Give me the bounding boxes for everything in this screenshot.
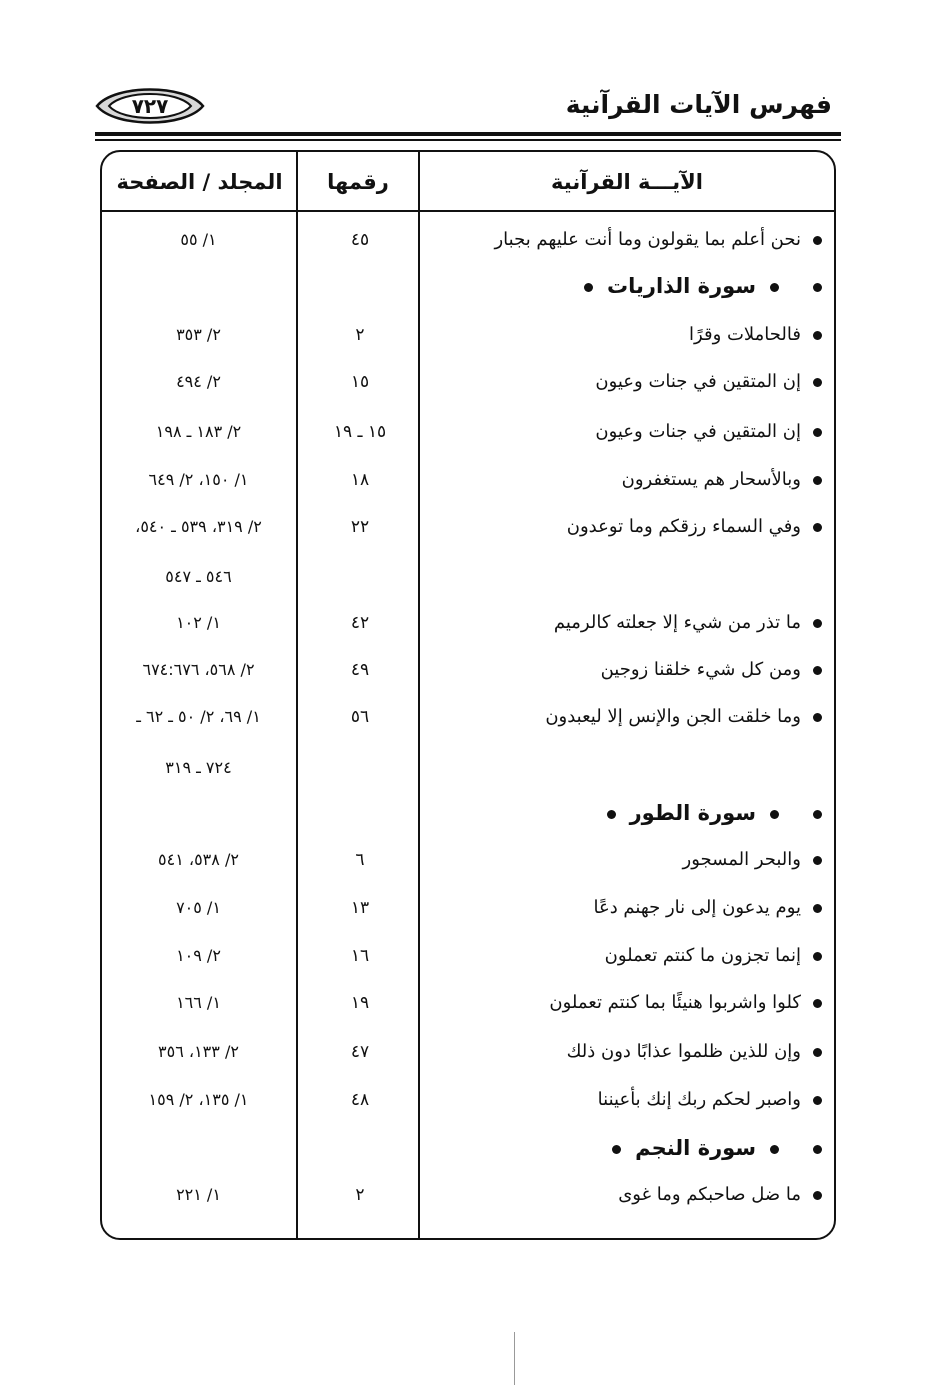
verse-cell <box>422 840 822 880</box>
verse-number-cell: ١٩ <box>350 993 370 1013</box>
volume-page-cell: ١/ ٦٩، ٢/ ٥٠ ـ ٦٢ ـ <box>136 707 261 726</box>
volume-page-cell: ١/ ١٦٦ <box>176 993 221 1012</box>
column-header-reference: المجلد / الصفحة <box>116 170 283 194</box>
verse-cell <box>422 460 822 500</box>
verse-number-cell <box>300 266 420 306</box>
volume-page-cell <box>102 793 295 833</box>
verse-number-cell <box>300 1128 420 1168</box>
bullet-icon <box>813 236 822 245</box>
bullet-icon <box>612 1145 621 1154</box>
verse-number-cell: ٢ <box>355 1185 365 1205</box>
bullet-icon <box>813 523 822 532</box>
verse-cell <box>422 220 822 260</box>
surah-heading-row <box>100 793 836 833</box>
bullet-icon <box>813 952 822 961</box>
bullet-icon <box>813 904 822 913</box>
table-row <box>100 1080 836 1120</box>
surah-title-group <box>598 1128 793 1168</box>
verse-number-cell: ١٥ <box>350 372 370 392</box>
table-row <box>100 460 836 500</box>
table-row <box>100 888 836 928</box>
verse-text: واصبر لحكم ربك إنك بأعيننا <box>597 1089 801 1110</box>
verse-text: إن المتقين في جنات وعيون <box>595 371 801 392</box>
verse-text: يوم يدعون إلى نار جهنم دعًا <box>593 897 801 918</box>
column-header-verse: الآيـــة القرآنية <box>551 170 703 194</box>
page-header <box>95 82 840 132</box>
volume-page-cell: ١/ ٧٠٥ <box>176 898 221 917</box>
surah-cell <box>422 266 822 306</box>
verse-cell <box>422 315 822 355</box>
verse-number-cell: ٤٥ <box>350 230 370 250</box>
verse-cell <box>422 936 822 976</box>
bullet-icon <box>813 476 822 485</box>
volume-page-cell <box>102 266 295 306</box>
volume-page-cell: ٢/ ٥٦٨، ٦٧٤:٦٧٦ <box>142 660 255 679</box>
verse-cell <box>422 362 822 402</box>
verse-text: إن المتقين في جنات وعيون <box>595 421 801 442</box>
surah-title: سورة الذاريات <box>607 274 756 298</box>
verse-number-cell: ٥٦ <box>350 707 370 727</box>
page-number-badge <box>95 82 205 130</box>
verse-cell <box>422 1175 822 1215</box>
bullet-icon <box>607 810 616 819</box>
bullet-icon <box>813 1191 822 1200</box>
verse-text: كلوا واشربوا هنيئًا بما كنتم تعملون <box>549 992 801 1013</box>
verse-cell <box>422 697 822 737</box>
verse-text: والبحر المسجور <box>682 849 801 870</box>
bullet-icon <box>584 283 593 292</box>
header-rule-thick <box>95 132 841 136</box>
verse-cell <box>422 983 822 1023</box>
page-number: ٧٢٧ <box>131 94 169 118</box>
verse-cell <box>422 888 822 928</box>
column-divider-verse <box>418 150 420 1240</box>
bullet-icon <box>813 999 822 1008</box>
table-row <box>100 315 836 355</box>
volume-page-cell: ٢/ ١٨٣ ـ ١٩٨ <box>155 422 242 441</box>
verse-number-cell: ٢٢ <box>350 517 370 537</box>
verse-cell <box>422 650 822 690</box>
bullet-icon <box>813 428 822 437</box>
bullet-icon <box>813 619 822 628</box>
volume-page-cell: ٢/ ١٣٣، ٣٥٦ <box>158 1042 239 1061</box>
bullet-icon <box>813 1048 822 1057</box>
surah-cell <box>422 793 822 833</box>
scan-artifact-line <box>514 1332 515 1385</box>
page-title: فهرس الآيات القرآنية <box>565 90 832 119</box>
volume-page-cell: ١/ ٥٥ <box>180 230 217 249</box>
verse-number-cell <box>300 793 420 833</box>
verse-number-cell: ٤٨ <box>350 1090 370 1110</box>
volume-page-cell: ١/ ٢٢١ <box>176 1185 221 1204</box>
bullet-icon <box>770 283 779 292</box>
header-rule-thin <box>95 139 841 141</box>
surah-heading-row <box>100 266 836 306</box>
bullet-icon <box>770 810 779 819</box>
table-row <box>100 1175 836 1215</box>
column-divider-number <box>296 150 298 1240</box>
header-row-divider <box>101 210 835 212</box>
bullet-icon <box>813 666 822 675</box>
volume-page-cell: ٢/ ١٠٩ <box>176 946 221 965</box>
verse-text: وبالأسحار هم يستغفرون <box>621 469 801 490</box>
bullet-icon <box>813 1145 822 1154</box>
verse-number-cell: ٤٩ <box>350 660 370 680</box>
volume-page-cell: ١/ ١٠٢ <box>176 613 221 632</box>
surah-title-group <box>570 266 793 306</box>
volume-page-cell: ١/ ١٣٥، ٢/ ١٥٩ <box>148 1090 249 1109</box>
table-row <box>100 1032 836 1072</box>
bullet-icon <box>813 283 822 292</box>
verse-number-cell: ١٦ <box>350 946 370 966</box>
bullet-icon <box>813 378 822 387</box>
verse-text: وإن للذين ظلموا عذابًا دون ذلك <box>566 1041 801 1062</box>
verse-number-cell <box>300 748 420 788</box>
verse-text: ما تذر من شيء إلا جعلته كالرميم <box>553 612 801 633</box>
bullet-icon <box>813 856 822 865</box>
bullet-icon <box>813 1096 822 1105</box>
verse-number-cell: ٤٧ <box>350 1042 370 1062</box>
verse-text: ومن كل شيء خلقنا زوجين <box>600 659 801 680</box>
volume-page-cell <box>102 1128 295 1168</box>
table-row <box>100 936 836 976</box>
bullet-icon <box>813 331 822 340</box>
verse-text: إنما تجزون ما كنتم تعملون <box>604 945 801 966</box>
verse-cell <box>422 1032 822 1072</box>
verse-text: نحن أعلم بما يقولون وما أنت عليهم بجبار <box>494 229 801 250</box>
volume-page-cell: ٢/ ٣١٩، ٥٣٩ ـ ٥٤٠، <box>135 517 262 536</box>
verse-number-cell <box>300 557 420 597</box>
bullet-icon <box>813 713 822 722</box>
surah-title-group <box>593 793 793 833</box>
surah-title: سورة الطور <box>629 801 756 825</box>
table-row <box>100 697 836 737</box>
index-table-frame <box>100 150 836 1240</box>
table-row <box>100 748 836 788</box>
table-row <box>100 220 836 260</box>
volume-page-cell: ٢/ ٤٩٤ <box>176 372 221 391</box>
verse-number-cell: ٤٢ <box>350 613 370 633</box>
volume-page-cell: ٢/ ٥٣٨، ٥٤١ <box>158 850 239 869</box>
verse-text: فالحاملات وقرًا <box>689 324 801 345</box>
table-row <box>100 507 836 547</box>
volume-page-cell: ٥٤٦ ـ ٥٤٧ <box>165 567 232 586</box>
verse-text: وفي السماء رزقكم وما توعدون <box>566 516 801 537</box>
table-row <box>100 557 836 597</box>
table-row <box>100 412 836 452</box>
verse-number-cell: ١٣ <box>350 898 370 918</box>
table-row <box>100 362 836 402</box>
table-row <box>100 650 836 690</box>
verse-text: ما ضل صاحبكم وما غوى <box>618 1184 801 1205</box>
surah-cell <box>422 1128 822 1168</box>
verse-text: وما خلقت الجن والإنس إلا ليعبدون <box>545 706 801 727</box>
table-row <box>100 983 836 1023</box>
surah-heading-row <box>100 1128 836 1168</box>
volume-page-cell: ٧٢٤ ـ ٣١٩ <box>165 758 232 777</box>
verse-number-cell: ١٨ <box>350 470 370 490</box>
volume-page-cell: ١/ ١٥٠، ٢/ ٦٤٩ <box>148 470 249 489</box>
surah-title: سورة النجم <box>635 1136 756 1160</box>
volume-page-cell: ٢/ ٣٥٣ <box>176 325 221 344</box>
table-row <box>100 603 836 643</box>
column-header-number: رقمها <box>327 170 389 194</box>
bullet-icon <box>813 810 822 819</box>
verse-cell <box>422 412 822 452</box>
table-row <box>100 840 836 880</box>
verse-number-cell: ٦ <box>355 850 365 870</box>
verse-number-cell: ١٥ ـ ١٩ <box>333 422 387 442</box>
bullet-icon <box>770 1145 779 1154</box>
verse-cell <box>422 507 822 547</box>
verse-cell <box>422 603 822 643</box>
verse-number-cell: ٢ <box>355 325 365 345</box>
verse-cell <box>422 1080 822 1120</box>
